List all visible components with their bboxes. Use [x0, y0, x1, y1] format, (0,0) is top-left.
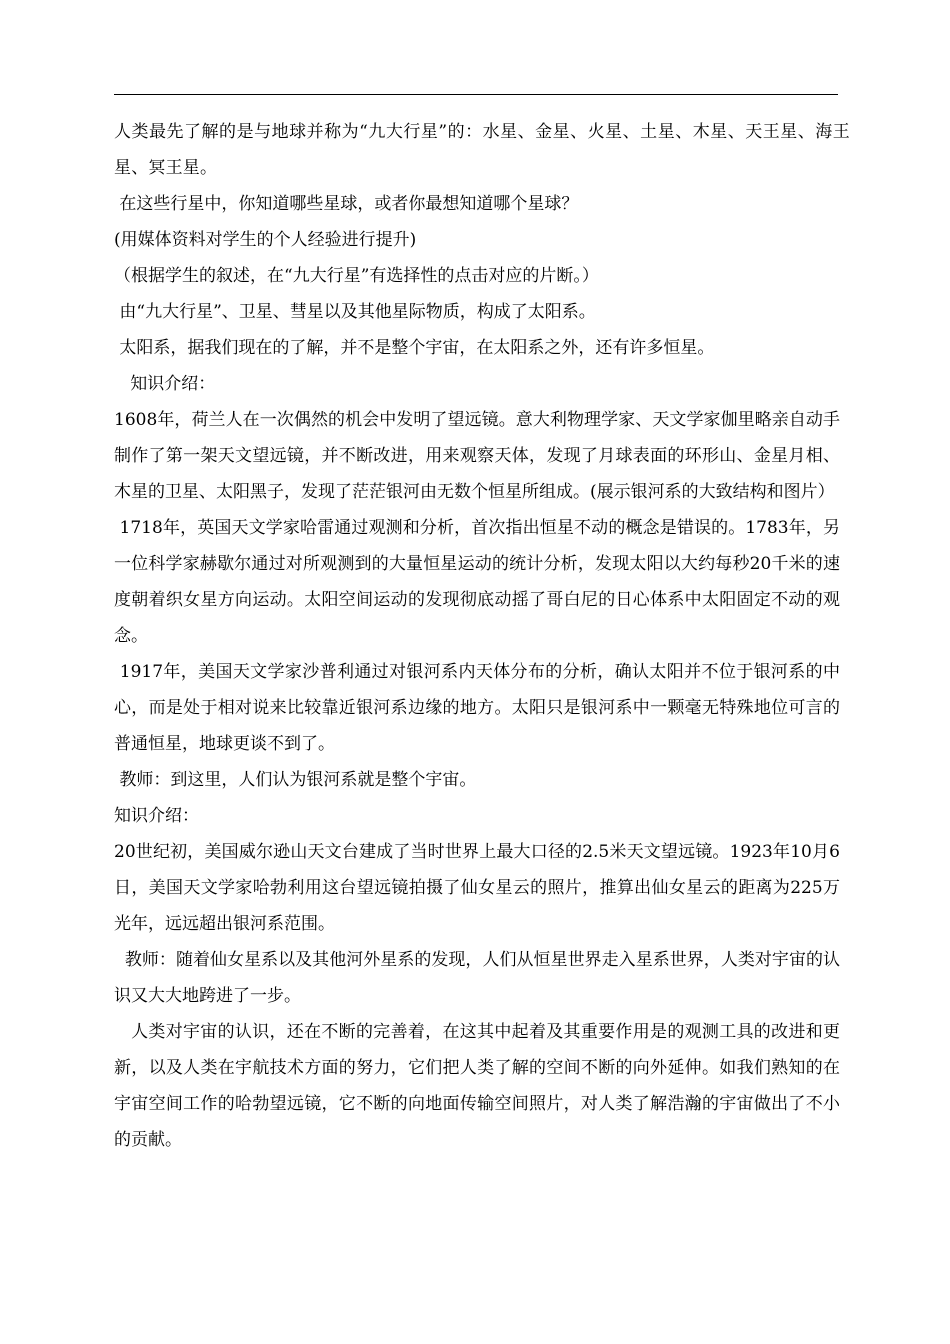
paragraph-teacher-milky-way: 教师：到这里，人们认为银河系就是整个宇宙。	[114, 770, 477, 790]
header-rule	[114, 94, 838, 95]
paragraph-observation-tools: 人类对宇宙的认识，还在不断的完善着，在这其中起着及其重要作用是的观测工具的改进和更新，以及人类在宇航技术方面的努力，它们把人类了解的空间不断的向外延伸。如我们熟知的在宇宙空间工作的哈勃望远镜，它不断的向地面传输空间照片，对人类了解浩瀚的宇宙做出了不小的贡献。	[114, 1022, 840, 1150]
paragraph-hubble-1923: 20世纪初，美国威尔逊山天文台建成了当时世界上最大口径的2.5米天文望远镜。1923年10月6日，美国天文学家哈勃利用这台望远镜拍摄了仙女星云的照片，推算出仙女星云的距离为225万光年，远远超出银河系范围。	[114, 842, 840, 934]
paragraph-solar-system: 由“九大行星”、卫星、彗星以及其他星际物质，构成了太阳系。	[114, 302, 596, 322]
paragraph-question: 在这些行星中，你知道哪些星球，或者你最想知道哪个星球？	[114, 194, 579, 214]
paragraph-shapley-1917: 1917年，美国天文学家沙普利通过对银河系内天体分布的分析，确认太阳并不位于银河系的中心，而是处于相对说来比较靠近银河系边缘的地方。太阳只是银河系中一颗毫无特殊地位可言的普通恒星，地球更谈不到了。	[114, 662, 840, 754]
paragraph-click-note: （根据学生的叙述，在“九大行星”有选择性的点击对应的片断。）	[114, 266, 599, 286]
paragraph-nine-planets: 人类最先了解的是与地球并称为“九大行星”的：水星、金星、火星、土星、木星、天王星、海王星、冥王星。	[114, 122, 850, 178]
paragraph-halley-1718: 1718年，英国天文学家哈雷通过观测和分析，首次指出恒星不动的概念是错误的。1783年，另一位科学家赫歇尔通过对所观测到的大量恒星运动的统计分析，发现太阳以大约每秒20千米的速度朝着织女星方向运动。太阳空间运动的发现彻底动摇了哥白尼的日心体系中太阳固定不动的观念。	[114, 518, 841, 646]
document-body	[114, 114, 850, 1158]
paragraph-knowledge-heading-1: 知识介绍：	[114, 374, 216, 394]
paragraph-telescope-1608: 1608年，荷兰人在一次偶然的机会中发明了望远镜。意大利物理学家、天文学家伽里略亲自动手制作了第一架天文望远镜，并不断改进，用来观察天体，发现了月球表面的环形山、金星月相、木星的卫星、太阳黑子，发现了茫茫银河由无数个恒星所组成。(展示银河系的大致结构和图片）	[114, 410, 840, 502]
paragraph-knowledge-heading-2: 知识介绍：	[114, 806, 199, 826]
paragraph-media-note: (用媒体资料对学生的个人经验进行提升)	[114, 230, 417, 250]
paragraph-beyond-solar-system: 太阳系，据我们现在的了解，并不是整个宇宙，在太阳系之外，还有许多恒星。	[114, 338, 715, 358]
paragraph-teacher-galaxies: 教师：随着仙女星系以及其他河外星系的发现，人们从恒星世界走入星系世界，人类对宇宙的认识又大大地跨进了一步。	[114, 950, 841, 1006]
